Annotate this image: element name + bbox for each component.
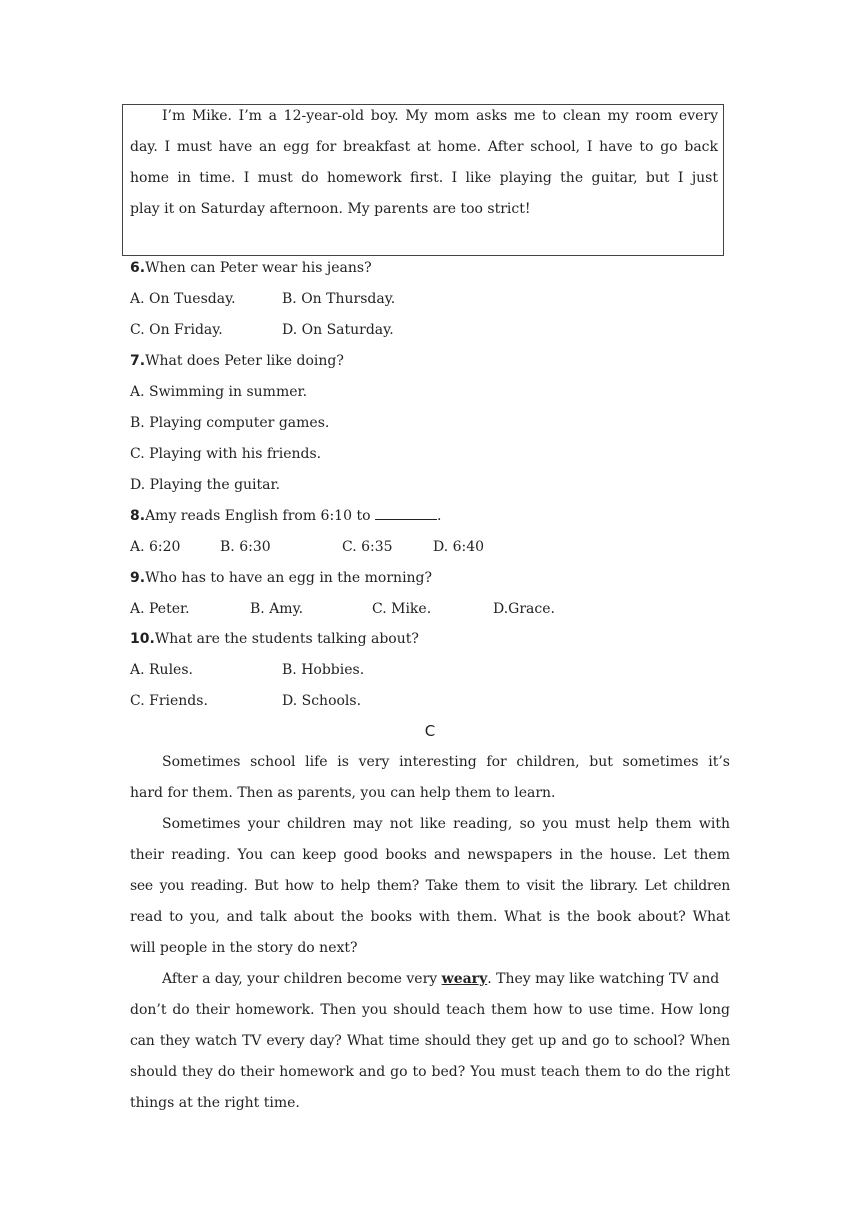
paragraph-line — [162, 970, 719, 988]
option-6c: C. On Friday. — [130, 322, 223, 338]
question-text: Who has to have an egg in the morning? — [145, 570, 433, 586]
paragraph-line: Sometimes school life is very interesting for children, but sometimes it’s — [162, 754, 730, 770]
section-heading: C — [424, 722, 436, 740]
option-10a: A. Rules. — [130, 662, 193, 678]
option-10b: B. Hobbies. — [282, 662, 365, 678]
passage-line: day. I must have an egg for breakfast at home. After school, I have to go back — [130, 139, 718, 155]
option-7a: A. Swimming in summer. — [130, 384, 308, 400]
answer-blank — [375, 507, 437, 520]
question-number: 7. — [130, 353, 146, 369]
passage-line: play it on Saturday afternoon. My parents are too strict! — [130, 201, 531, 217]
option-7b: B. Playing computer games. — [130, 415, 330, 431]
paragraph-line: don’t do their homework. Then you should teach them how to use time. How long — [130, 1002, 730, 1018]
question-number: 8. — [130, 508, 146, 524]
option-7c: C. Playing with his friends. — [130, 446, 322, 462]
option-7d: D. Playing the guitar. — [130, 477, 281, 493]
paragraph-line: Sometimes your children may not like reading, so you must help them with — [162, 816, 730, 832]
question-text: Amy reads English from 6:10 to — [145, 508, 375, 524]
passage-line: home in time. I must do homework first. I like playing the guitar, but I just — [130, 170, 718, 186]
option-6a: A. On Tuesday. — [130, 291, 236, 307]
paragraph-line: hard for them. Then as parents, you can help them to learn. — [130, 785, 556, 801]
option-9c: C. Mike. — [372, 601, 432, 617]
paragraph-line: things at the right time. — [130, 1095, 300, 1111]
question-text: What does Peter like doing? — [145, 353, 344, 369]
paragraph-line: should they do their homework and go to bed? You must teach them to do the right — [130, 1064, 730, 1080]
question-text: When can Peter wear his jeans? — [145, 260, 372, 276]
passage-line: I’m Mike. I’m a 12-year-old boy. My mom asks me to clean my room every — [162, 108, 718, 124]
option-8d: D. 6:40 — [433, 539, 485, 555]
question-text-end: . — [436, 508, 442, 524]
question-8 — [130, 507, 441, 525]
paragraph-line: see you reading. But how to help them? Take them to visit the library. Let children — [130, 878, 730, 894]
paragraph-line: will people in the story do next? — [130, 940, 358, 956]
question-7 — [130, 352, 344, 370]
question-number: 10. — [130, 631, 155, 647]
option-9d: D.Grace. — [493, 601, 555, 617]
option-9b: B. Amy. — [250, 601, 304, 617]
option-8b: B. 6:30 — [220, 539, 271, 555]
option-6b: B. On Thursday. — [282, 291, 396, 307]
question-10 — [130, 630, 419, 648]
paragraph-text: After a day, your children become very — [162, 971, 442, 987]
paragraph-text: . They may like watching TV and — [487, 971, 720, 987]
question-number: 6. — [130, 260, 146, 276]
question-9 — [130, 569, 432, 587]
question-number: 9. — [130, 570, 146, 586]
option-6d: D. On Saturday. — [282, 322, 394, 338]
option-10c: C. Friends. — [130, 693, 208, 709]
question-text: What are the students talking about? — [154, 631, 419, 647]
option-8a: A. 6:20 — [130, 539, 181, 555]
paragraph-line: read to you, and talk about the books with them. What is the book about? What — [130, 909, 730, 925]
question-6 — [130, 259, 372, 277]
option-8c: C. 6:35 — [342, 539, 393, 555]
option-10d: D. Schools. — [282, 693, 362, 709]
option-9a: A. Peter. — [130, 601, 190, 617]
underlined-word: weary — [441, 971, 488, 987]
paragraph-line: their reading. You can keep good books and newspapers in the house. Let them — [130, 847, 730, 863]
paragraph-line: can they watch TV every day? What time should they get up and go to school? When — [130, 1033, 730, 1049]
